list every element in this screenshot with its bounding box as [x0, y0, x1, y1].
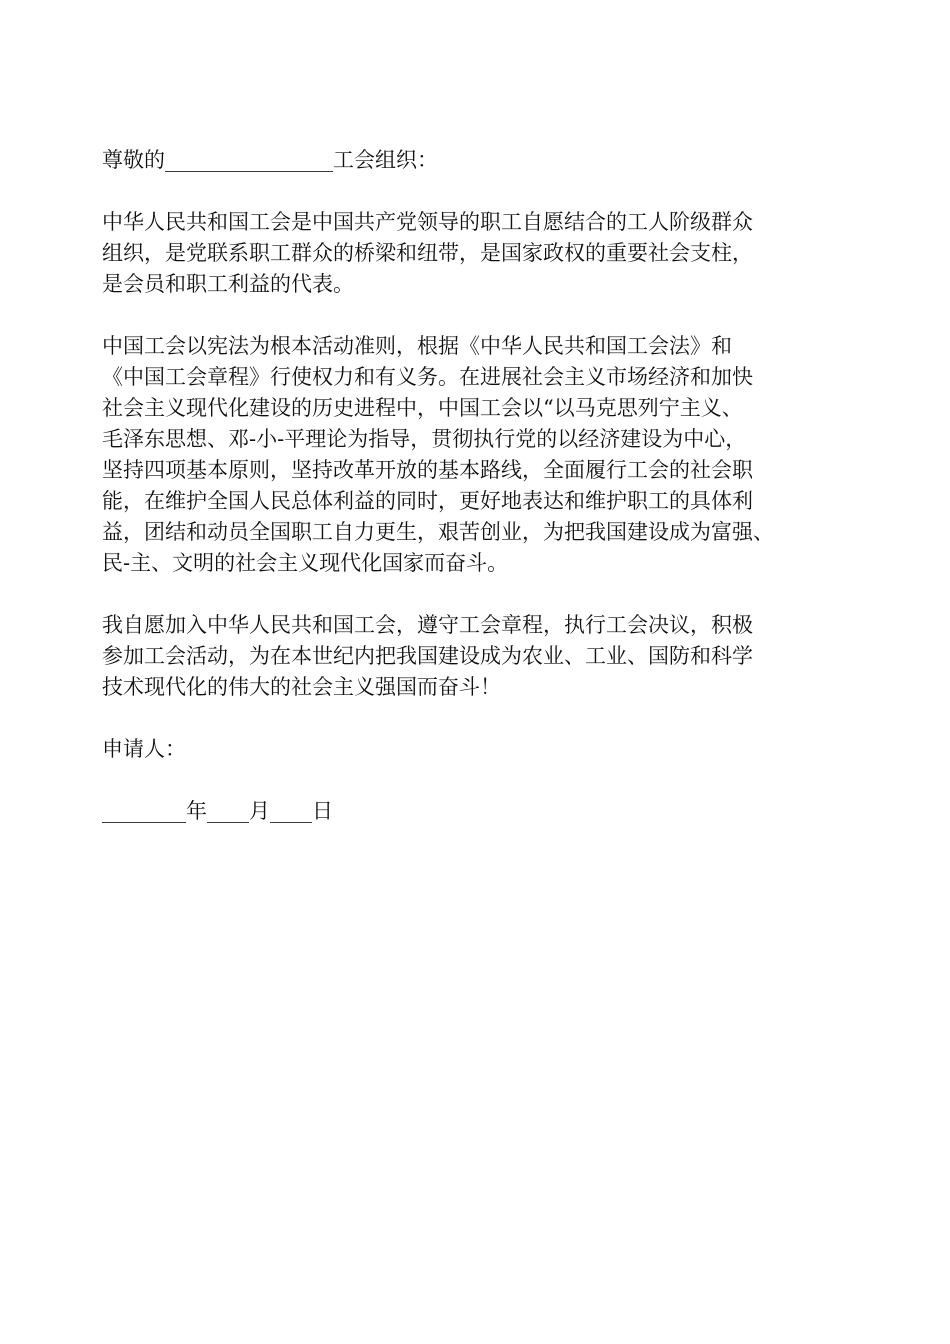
paragraph-application-pledge: [102, 610, 872, 703]
paragraph-line: 坚持四项基本原则，坚持改革开放的基本路线，全面履行工会的社会职: [102, 458, 753, 482]
paragraph-line: 中国工会以宪法为根本活动准则，根据《中华人民共和国工会法》和: [102, 334, 732, 358]
paragraph-spacer: [102, 765, 872, 796]
paragraph-line: 参加工会活动，为在本世纪内把我国建设成为农业、工业、国防和科学: [102, 644, 753, 668]
paragraph-line: 社会主义现代化建设的历史进程中，中国工会以“以马克思列宁主义、: [102, 396, 743, 420]
salutation: 尊敬的________________工会组织：: [102, 148, 438, 172]
paragraph-spacer: [102, 176, 872, 207]
paragraph-line: 中华人民共和国工会是中国共产党领导的职工自愿结合的工人阶级群众: [102, 210, 753, 234]
paragraph-line: 技术现代化的伟大的社会主义强国而奋斗！: [102, 675, 501, 699]
paragraph-line: 组织，是党联系职工群众的桥梁和纽带，是国家政权的重要社会支柱，: [102, 241, 753, 265]
paragraph-spacer: [102, 579, 872, 610]
paragraph-spacer: [102, 703, 872, 734]
letter-body: [102, 145, 872, 827]
date-line: ________年____月____日: [102, 799, 333, 823]
paragraph-spacer: [102, 300, 872, 331]
paragraph-line: 毛泽东思想、邓-小-平理论为指导，贯彻执行党的以经济建设为中心，: [102, 427, 747, 451]
paragraph-line: 能，在维护全国人民总体利益的同时，更好地表达和维护职工的具体利: [102, 489, 753, 513]
paragraph-line: 是会员和职工利益的代表。: [102, 272, 354, 296]
paragraph-line: 民-主、文明的社会主义现代化国家而奋斗。: [102, 551, 509, 575]
paragraph-line: 《中国工会章程》行使权力和有义务。在进展社会主义市场经济和加快: [102, 365, 753, 389]
paragraph-union-principles: [102, 331, 872, 579]
paragraph-line: 我自愿加入中华人民共和国工会，遵守工会章程，执行工会决议，积极: [102, 613, 753, 637]
paragraph-union-definition: [102, 207, 872, 300]
paragraph-line: 益，团结和动员全国职工自力更生，艰苦创业，为把我国建设成为富强、: [102, 520, 774, 544]
applicant-signature-label: 申请人：: [102, 737, 186, 761]
